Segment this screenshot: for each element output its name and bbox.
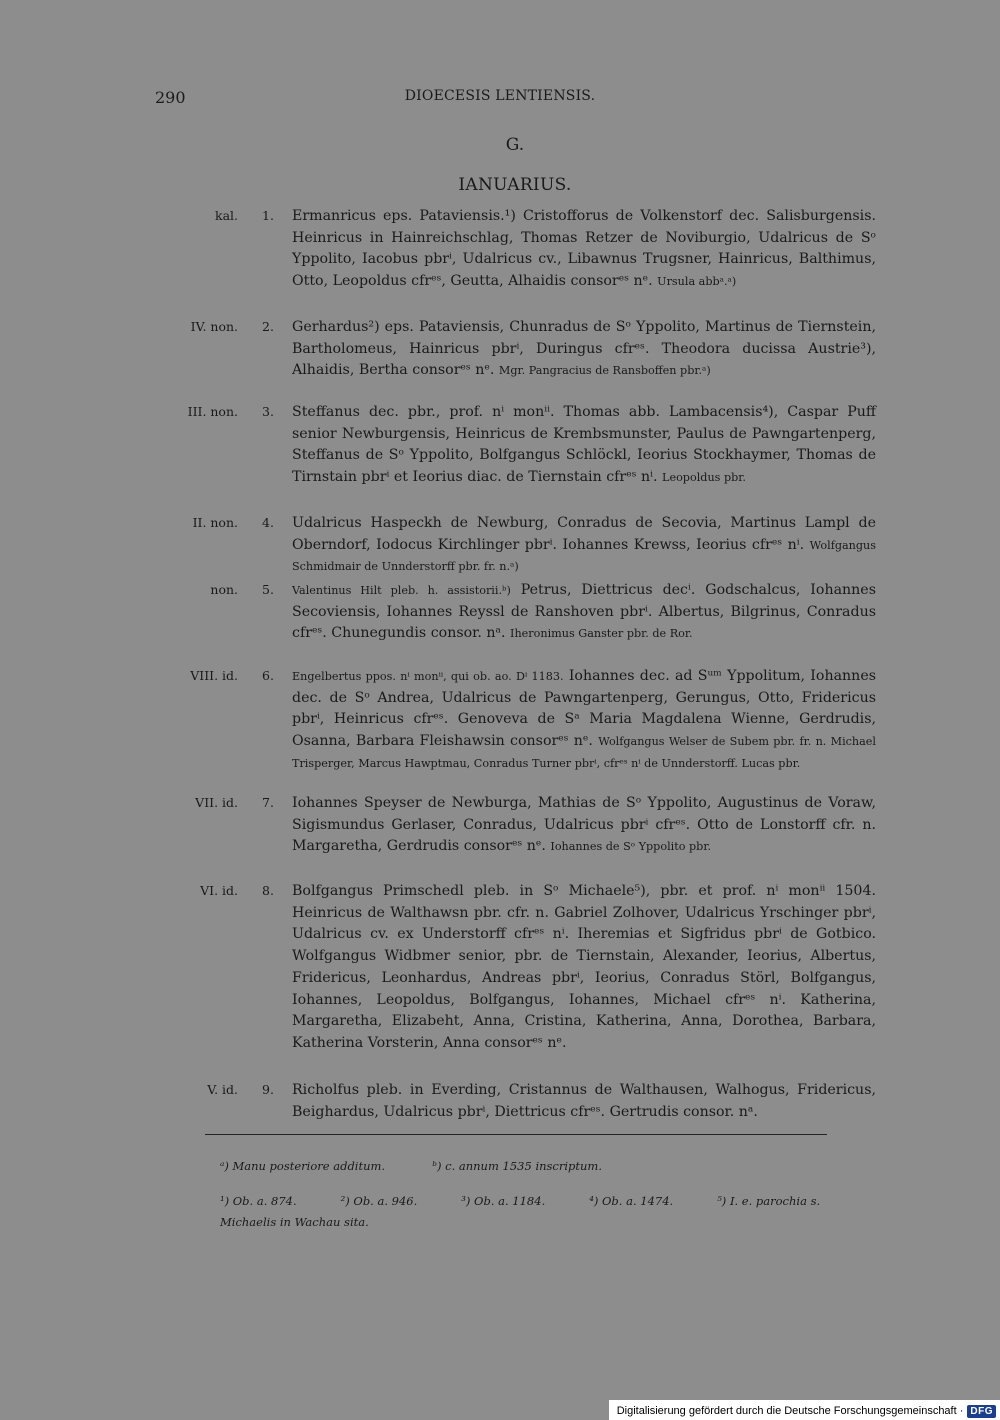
calendar-entry xyxy=(150,666,876,775)
entry-text xyxy=(292,513,876,578)
entry-date: kal. xyxy=(215,208,238,223)
calendar-entry xyxy=(150,206,876,293)
entry-main-text: Bolfgangus Primschedl pleb. in Sᵒ Michaele⁵), pbr. et prof. nⁱ monⁱⁱ 1504. Heinricus de Walthawsn pbr. cfr. n. Gabriel Zolhover, Udalricus Yrschinger pbrⁱ, Udalricus cv. ex Understorff cfrᵉˢ nⁱ. Iheremias et Sigfridus pbrⁱ de Gotbico. Wolfgangus Widbmer senior, pbr. de Tiernstain, Alexander, Ieorius, Albertus, Fridericus, Leonhardus, Andreas pbrⁱ, Ieorius, Conradus Störl, Bolfgangus, Iohannes, Leopoldus, Bolfgangus, Iohannes, Michael cfrᵉˢ nⁱ. Katherina, Margaretha, Elizabeht, Anna, Cristina, Katherina, Anna, Dorothea, Barbara, Katherina Vorsterin, Anna consorᵉˢ nᵉ. xyxy=(292,883,876,1051)
entry-date: VI. id. xyxy=(200,883,238,898)
calendar-entry xyxy=(150,881,876,1055)
entry-text xyxy=(292,666,876,775)
entry-number: 3. xyxy=(262,404,274,419)
entry-main-text: Gerhardus²) eps. Pataviensis, Chunradus de Sᵒ Yppolito, Martinus de Tiernstein, Bartholomeus, Hainricus pbrⁱ, Duringus cfrᵉˢ. Theodora ducissa Austrie³), Alhaidis, Bertha consorᵉˢ nᵉ. xyxy=(292,319,876,379)
entry-number: 8. xyxy=(262,883,274,898)
entry-text xyxy=(292,793,876,858)
entry-later-addition: Iohannes de Sᵒ Yppolito pbr. xyxy=(550,840,712,854)
footnote-b: ᵇ) c. annum 1535 inscriptum. xyxy=(432,1159,602,1173)
footnotes-numbers xyxy=(220,1191,875,1233)
entry-text xyxy=(292,1080,876,1123)
footnotes-letters xyxy=(220,1159,602,1173)
entry-later-addition: Mgr. Pangracius de Ransboffen pbr.ᵃ) xyxy=(498,364,711,378)
footnote-4: ⁴) Ob. a. 1474. xyxy=(589,1194,674,1208)
entry-text xyxy=(292,881,876,1055)
dfg-logo-icon: DFG xyxy=(967,1405,996,1418)
entry-lead-addition: Valentinus Hilt pleb. h. assistorii.ᵇ) xyxy=(292,584,511,597)
entry-main-text: Ermanricus eps. Pataviensis.¹) Cristofforus de Volkenstorf dec. Salisburgensis. Heinricus in Hainreichschlag, Thomas Retzer de Noviburgio, Udalricus de Sᵒ Yppolito, Iacobus pbrⁱ, Udalricus cv., Libawnus Trugsner, Hainricus, Balthimus, Otto, Leopoldus cfrᵉˢ, Geutta, Alhaidis consorᵉˢ nᵉ. xyxy=(292,208,876,290)
footnote-a: ᵃ) Manu posteriore additum. xyxy=(220,1159,386,1173)
month-heading: IANUARIUS. xyxy=(458,175,572,195)
footnote-2: ²) Ob. a. 946. xyxy=(340,1194,418,1208)
funding-banner[interactable] xyxy=(609,1400,1000,1420)
entry-text xyxy=(292,402,876,489)
entry-number: 1. xyxy=(262,208,274,223)
footnote-3: ³) Ob. a. 1184. xyxy=(461,1194,546,1208)
section-letter: G. xyxy=(505,135,525,155)
entry-main-text: Udalricus Haspeckh de Newburg, Conradus de Secovia, Martinus Lampl de Oberndorf, Iodocus Kirchlinger pbrⁱ. Iohannes Krewss, Ieorius cfrᵉˢ nⁱ. xyxy=(292,515,876,553)
entry-number: 7. xyxy=(262,795,274,810)
entry-main-text: Iohannes dec. ad Sᵘᵐ Yppolitum, Iohannes dec. de Sᵒ Andrea, Udalricus de Pawngartenperg, Gerungus, Otto, Fridericus pbrⁱ, Heinricus cfrᵉˢ. Genoveva de Sᵃ Maria Magdalena Wienne, Gerdrudis, Osanna, Barbara Fleishawsin consorᵉˢ nᵉ. xyxy=(292,668,876,750)
entry-lead-addition: Engelbertus ppos. nⁱ monⁱⁱ, qui ob. ao. Dⁱ 1183. xyxy=(292,670,564,683)
entry-main-text: Steffanus dec. pbr., prof. nⁱ monⁱⁱ. Thomas abb. Lambacensis⁴), Caspar Puff senior Newburgensis, Heinricus de Krembsmunster, Paulus de Pawngartenperg, Steffanus de Sᵒ Yppolito, Bolfgangus Schlöckl, Ieorius Stockhaymer, Thomas de Tirnstain pbrⁱ et Ieorius diac. de Tiernstain cfrᵉˢ nⁱ. xyxy=(292,404,876,486)
entry-later-addition: Iheronimus Ganster pbr. de Ror. xyxy=(510,627,693,641)
calendar-entry xyxy=(150,402,876,489)
entry-main-text: Petrus, Diettricus decⁱ. Godschalcus, Iohannes Secoviensis, Iohannes Reyssl de Ranshoven pbrⁱ. Albertus, Bilgrinus, Conradus cfrᵉˢ. Chunegundis consor. nᵃ. xyxy=(292,582,876,642)
entry-number: 9. xyxy=(262,1082,274,1097)
footnote-1: ¹) Ob. a. 874. xyxy=(220,1194,297,1208)
calendar-entry xyxy=(150,793,876,858)
entry-date: VIII. id. xyxy=(190,668,238,683)
footnote-divider xyxy=(205,1134,827,1135)
page-number: 290 xyxy=(155,88,186,107)
running-title: DIOECESIS LENTIENSIS. xyxy=(404,88,596,104)
entry-later-addition: Ursula abbᵃ.ᵃ) xyxy=(657,275,737,289)
entry-main-text: Iohannes Speyser de Newburga, Mathias de Sᵒ Yppolito, Augustinus de Voraw, Sigismundus Gerlaser, Conradus, Udalricus pbrⁱ cfrᵉˢ. Otto de Lonstorff cfr. n. Margaretha, Gerdrudis consorᵉˢ nᵉ. xyxy=(292,795,876,855)
calendar-entry xyxy=(150,317,876,382)
footnote-5: ⁵) I. e. parochia s. Michaelis in Wachau sita. xyxy=(220,1194,821,1229)
entry-date: III. non. xyxy=(187,404,238,419)
entry-date: II. non. xyxy=(192,515,238,530)
entry-text xyxy=(292,317,876,382)
entry-later-addition: Wolfgangus Schmidmair de Unnderstorff pbr. fr. n.ᵃ) xyxy=(292,538,876,574)
entry-date: V. id. xyxy=(207,1082,238,1097)
calendar-entry xyxy=(150,513,876,578)
entry-date: non. xyxy=(210,582,238,597)
funding-text: Digitalisierung gefördert durch die Deutsche Forschungsgemeinschaft · xyxy=(616,1405,964,1417)
entry-main-text: Richolfus pleb. in Everding, Cristannus de Walthausen, Walhogus, Fridericus, Beighardus, Udalricus pbrⁱ, Diettricus cfrᵉˢ. Gertrudis consor. nᵃ. xyxy=(292,1082,876,1120)
entry-date: IV. non. xyxy=(190,319,238,334)
entry-text xyxy=(292,206,876,293)
entry-number: 6. xyxy=(262,668,274,683)
entry-text xyxy=(292,580,876,645)
entry-number: 4. xyxy=(262,515,274,530)
calendar-entry xyxy=(150,1080,876,1123)
entry-date: VII. id. xyxy=(195,795,238,810)
entry-later-addition: Wolfgangus Welser de Subem pbr. fr. n. Michael Trisperger, Marcus Hawptmau, Conradus Turner pbrⁱ, cfrᵉˢ nⁱ de Unnderstorff. Lucas pbr. xyxy=(292,735,877,770)
entry-number: 2. xyxy=(262,319,274,334)
entry-number: 5. xyxy=(262,582,274,597)
calendar-entry xyxy=(150,580,876,645)
entry-later-addition: Leopoldus pbr. xyxy=(662,471,746,485)
